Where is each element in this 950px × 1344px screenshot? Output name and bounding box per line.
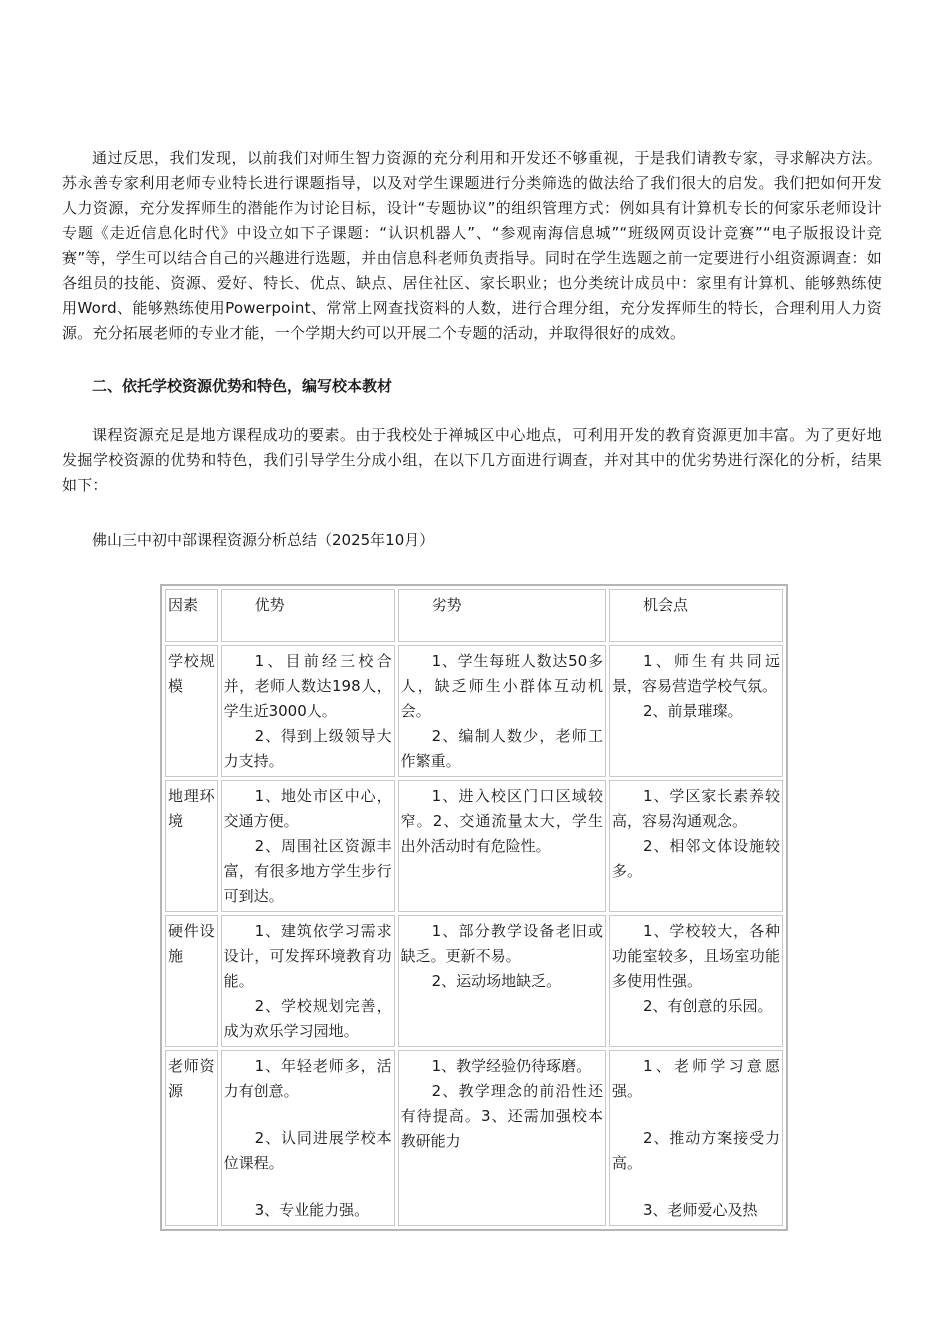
cell-text: 1、部分教学设备老旧或缺乏。更新不易。 (400, 922, 603, 965)
cell-text: 1、目前经三校合并，老师人数达198人，学生近3000人。 (223, 652, 392, 720)
disadvantage-cell (398, 645, 606, 777)
cell-text: 2、学校规划完善，成为欢乐学习园地。 (223, 997, 392, 1040)
factor-cell (165, 645, 218, 777)
table-row (165, 645, 783, 777)
cell-text: 2、运动场地缺乏。 (431, 972, 562, 990)
advantage-cell (221, 1050, 395, 1226)
table-row (165, 915, 783, 1047)
cell-text: 2、推动方案接受力高。 (611, 1129, 780, 1172)
advantage-cell (221, 780, 395, 912)
spacer (224, 1176, 392, 1198)
cell-text: 2、相邻文体设施较多。 (611, 837, 780, 880)
cell-text: 2、前景璀璨。 (642, 702, 743, 720)
header-opportunity (609, 589, 783, 642)
advantage-cell (221, 915, 395, 1047)
cell-text: 1、老师学习意愿强。 (611, 1057, 780, 1100)
table-row (165, 1050, 783, 1226)
header-factor (165, 589, 218, 642)
cell-text: 1、学区家长素养较高，容易沟通观念。 (611, 787, 780, 830)
cell-text: 1、建筑依学习需求设计，可发挥环境教育功能。 (223, 922, 392, 990)
disadvantage-cell (398, 915, 606, 1047)
cell-text: 2、周围社区资源丰富，有很多地方学生步行可到达。 (223, 837, 392, 905)
cell-text: 3、专业能力强。 (254, 1201, 370, 1219)
cell-text: 老师资源 (168, 1057, 215, 1100)
spacer (224, 1104, 392, 1126)
advantage-cell (221, 645, 395, 777)
cell-text: 1、年轻老师多，活力有创意。 (223, 1057, 392, 1100)
cell-text: 2、得到上级领导大力支持。 (223, 727, 392, 770)
document-body (62, 146, 882, 563)
header-disadvantage (398, 589, 606, 642)
factor-cell (165, 780, 218, 912)
cell-text: 机会点 (642, 596, 688, 614)
factor-cell (165, 915, 218, 1047)
cell-text: 学校规模 (168, 652, 215, 695)
table-header-row (165, 589, 783, 642)
opportunity-cell (609, 1050, 783, 1226)
opportunity-cell (609, 645, 783, 777)
cell-text: 1、师生有共同远景，容易营造学校气氛。 (611, 652, 780, 695)
paragraph-reflection: 通过反思，我们发现，以前我们对师生智力资源的充分利用和开发还不够重视，于是我们请教专家，寻求解决方法。苏永善专家利用老师专业特长进行课题指导，以及对学生课题进行分类筛选的做法给了我们很大的启发。我们把如何开发人力资源，充分发挥师生的潜能作为讨论目标，设计“专题协议”的组织管理方式：例如具有计算机专长的何家乐老师设计专题《走近信息化时代》中设立如下子课题：“认识机器人”、“参观南海信息城”“班级网页设计竞赛”“电子版报设计竞赛”等，学生可以结合自己的兴趣进行选题，并由信息科老师负责指导。同时在学生选题之前一定要进行小组资源调查：如各组员的技能、资源、爱好、特长、优点、缺点、居住社区、家长职业；也分类统计成员中：家里有计算机、能够熟练使用Word、能够熟练使用Powerpoint、常常上网查找资料的人数，进行合理分组，充分发挥师生的特长，合理利用人力资源。充分拓展老师的专业才能，一个学期大约可以开展二个专题的活动，并取得很好的成效。 (62, 149, 882, 342)
cell-text: 2、编制人数少，老师工作繁重。 (400, 727, 603, 770)
cell-text: 2、认同进展学校本位课程。 (223, 1129, 392, 1172)
cell-text: 1、学校较大，各种功能室较多，且场室功能多使用性强。 (611, 922, 780, 990)
cell-text: 劣势 (431, 596, 462, 614)
resource-analysis-table (160, 584, 788, 1231)
cell-text: 1、进入校区门口区域较窄。2、交通流量太大，学生出外活动时有危险性。 (400, 787, 603, 855)
cell-text: 2、教学理念的前沿性还有待提高。3、还需加强校本教研能力 (400, 1082, 603, 1150)
table-row (165, 780, 783, 912)
header-advantage (221, 589, 395, 642)
cell-text: 1、教学经验仍待琢磨。 (431, 1057, 592, 1075)
table-caption: 佛山三中初中部课程资源分析总结（2025年10月） (92, 531, 435, 549)
disadvantage-cell (398, 1050, 606, 1226)
spacer (612, 1104, 780, 1126)
opportunity-cell (609, 780, 783, 912)
opportunity-cell (609, 915, 783, 1047)
cell-text: 3、老师爱心及热 (642, 1201, 758, 1219)
factor-cell (165, 1050, 218, 1226)
spacer (612, 1176, 780, 1198)
section-heading-2: 二、依托学校资源优势和特色，编写校本教材 (92, 377, 393, 395)
disadvantage-cell (398, 780, 606, 912)
cell-text: 硬件设施 (168, 922, 215, 965)
cell-text: 1、学生每班人数达50多人，缺乏师生小群体互动机会。 (400, 652, 603, 720)
cell-text: 1、地处市区中心，交通方便。 (223, 787, 392, 830)
cell-text: 地理环境 (168, 787, 215, 830)
paragraph-resources: 课程资源充足是地方课程成功的要素。由于我校处于禅城区中心地点，可利用开发的教育资源更加丰富。为了更好地发掘学校资源的优势和特色，我们引导学生分成小组，在以下几方面进行调查，并对其中的优劣势进行深化的分析，结果如下： (62, 426, 882, 494)
cell-text: 优势 (254, 596, 285, 614)
cell-text: 2、有创意的乐园。 (642, 997, 773, 1015)
cell-text: 因素 (168, 596, 199, 614)
